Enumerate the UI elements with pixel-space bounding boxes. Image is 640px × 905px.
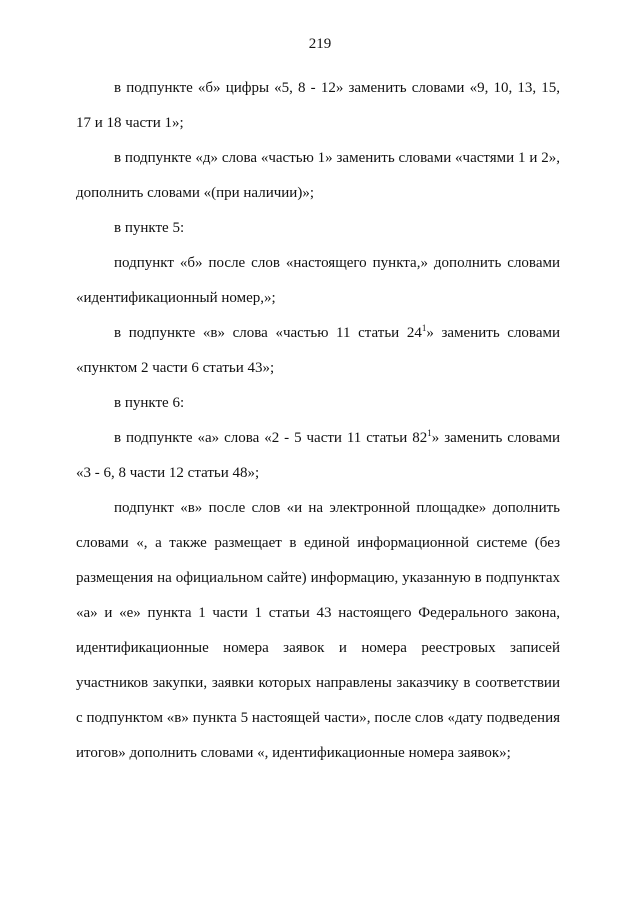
- paragraph: [76, 141, 560, 211]
- paragraph: [76, 421, 560, 491]
- paragraph-text: подпункт «в» после слов «и на электронной площадке» дополнить словами «, а также размещает в единой информационной системе (без размещения на официальном сайте) информацию, указанную в подпунктах «а» и «е» пункта 1 части 1 статьи 43 настоящего Федерального закона, идентификационные номера заявок и номера реестровых записей участников закупки, заявки которых направлены заказчику в соответствии с подпунктом «в» пункта 5 настоящей части», после слов «дату подведения итогов» дополнить словами «, идентификационные номера заявок»;: [76, 500, 560, 761]
- paragraph-text: в пункте 5:: [114, 220, 185, 236]
- document-body: [76, 71, 560, 771]
- paragraph-text: в подпункте «д» слова «частью 1» заменить словами «частями 1 и 2», дополнить словами «(при наличии)»;: [76, 150, 560, 201]
- paragraph: [76, 246, 560, 316]
- paragraph: [76, 386, 560, 421]
- paragraph-text: в подпункте «в» слова «частью 11 статьи 24: [114, 325, 422, 341]
- superscript: 1: [421, 323, 427, 333]
- paragraph-text: подпункт «б» после слов «настоящего пункта,» дополнить словами «идентификационный номер,»;: [76, 255, 560, 306]
- paragraph-text: в подпункте «б» цифры «5, 8 - 12» заменить словами «9, 10, 13, 15, 17 и 18 части 1»;: [76, 80, 560, 131]
- paragraph: [76, 71, 560, 141]
- paragraph-text: в подпункте «а» слова «2 - 5 части 11 статьи 82: [114, 430, 428, 446]
- paragraph-text: в пункте 6:: [114, 395, 185, 411]
- paragraph: [76, 491, 560, 771]
- paragraph: [76, 316, 560, 386]
- paragraph-text: » заменить словами «пунктом 2 части 6 статьи 43»;: [76, 325, 560, 376]
- page-number: 219: [308, 36, 332, 52]
- paragraph: [76, 211, 560, 246]
- paragraph-text: » заменить словами «3 - 6, 8 части 12 статьи 48»;: [76, 430, 561, 481]
- superscript: 1: [427, 428, 432, 438]
